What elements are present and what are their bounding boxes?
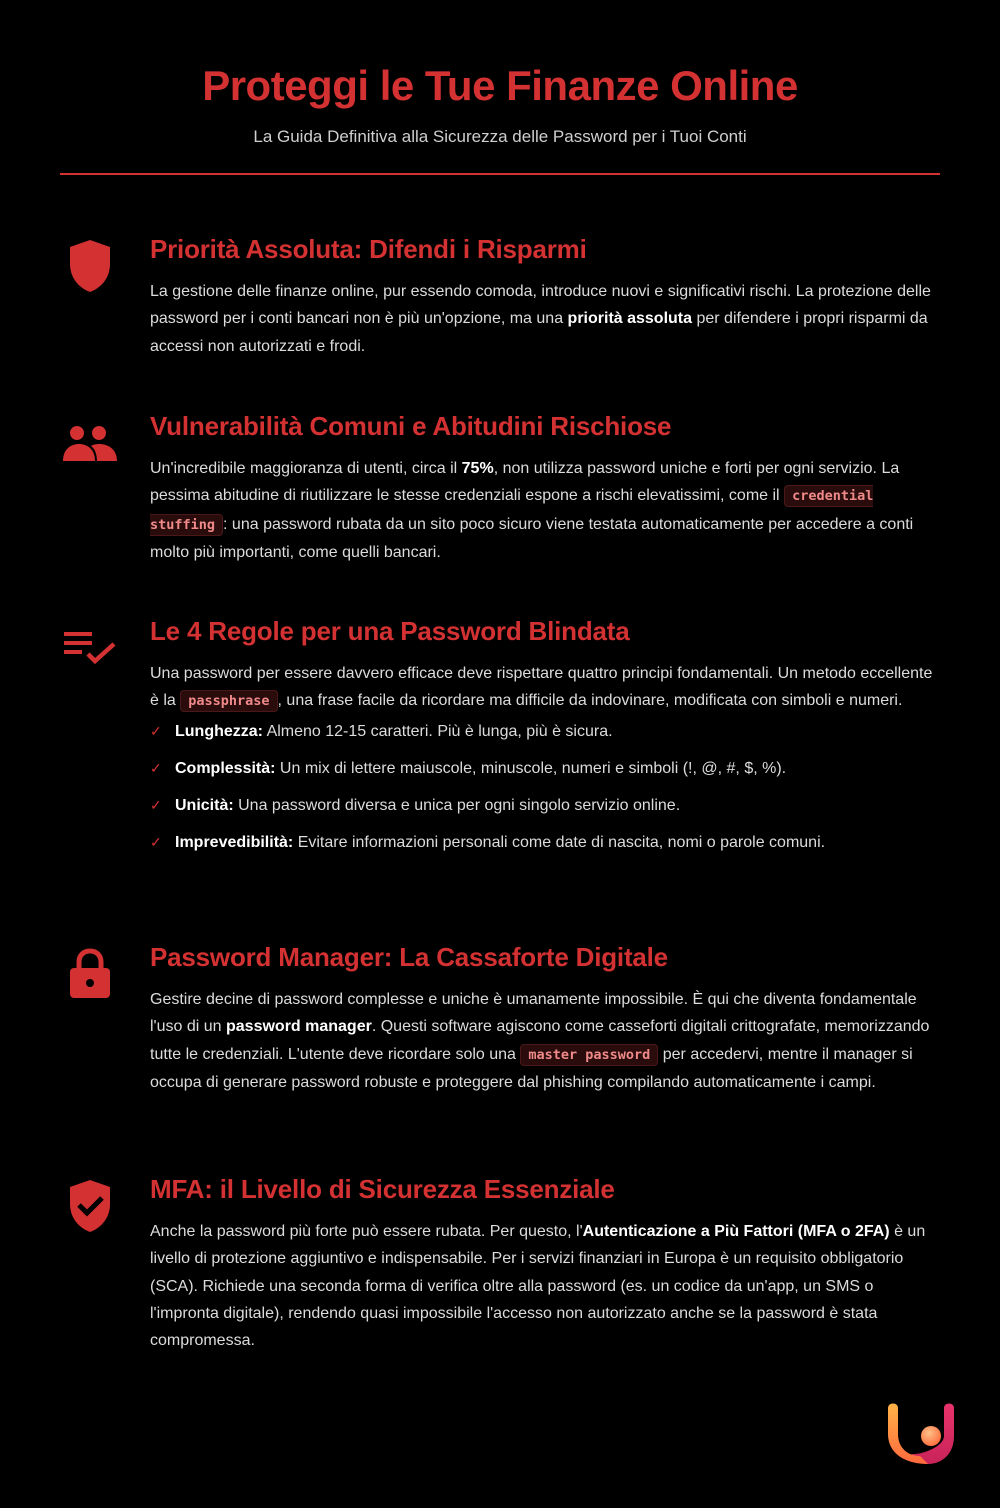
- section-body: Gestire decine di password complesse e uniche è umanamente impossibile. È qui che diventa fondamentale l'uso di un password manager. Questi software agiscono come casseforti digitali crittografate, memorizzando tutte le credenziali. L'utente deve ricordare solo una master password per accedervi, mentre il manager si occupa di generare password robuste e proteggere dal phishing compilando automaticamente i campi.: [150, 991, 930, 1091]
- list-item: ✓ Unicità: Una password diversa e unica per ogni singolo servizio online.: [150, 792, 940, 819]
- page-title: Proteggi le Tue Finanze Online: [202, 62, 798, 109]
- section-title: MFA: il Livello di Sicurezza Essenziale: [150, 1174, 615, 1204]
- check-icon: ✓: [150, 759, 162, 776]
- check-icon: ✓: [150, 833, 162, 850]
- shield-icon: [60, 238, 120, 298]
- lock-icon: [60, 946, 120, 1006]
- check-icon: ✓: [150, 722, 162, 739]
- people-icon: [60, 415, 120, 475]
- list-item: ✓ Imprevedibilità: Evitare informazioni personali come date di nascita, nomi o parole comuni.: [150, 829, 940, 856]
- section-body: Una password per essere davvero efficace deve rispettare quattro principi fondamentali. Un metodo eccellente è la passphrase , una frase facile da ricordare ma difficile da indovinare, modificata con simboli e numeri.: [150, 660, 940, 716]
- list-item: ✓ Complessità: Un mix di lettere maiuscole, minuscole, numeri e simboli (!, @, #, $, %).: [150, 755, 940, 782]
- checklist-icon: [60, 620, 120, 680]
- list-item: ✓ Lunghezza: Almeno 12-15 caratteri. Più è lunga, più è sicura.: [150, 718, 940, 745]
- section-title: Password Manager: La Cassaforte Digitale: [150, 942, 668, 972]
- check-icon: ✓: [150, 796, 162, 813]
- page-subtitle: La Guida Definitiva alla Sicurezza delle Password per i Tuoi Conti: [253, 127, 747, 146]
- section-title: Priorità Assoluta: Difendi i Risparmi: [150, 234, 587, 264]
- header: [0, 58, 1000, 148]
- code-term: passphrase: [180, 690, 277, 712]
- rules-list: [150, 718, 940, 856]
- code-term: master password: [520, 1044, 658, 1066]
- section-title: Le 4 Regole per una Password Blindata: [150, 616, 630, 646]
- section-body: La gestione delle finanze online, pur essendo comoda, introduce nuovi e significativi rischi. La protezione delle password per i conti bancari non è più un'opzione, ma una priorità assoluta per difendere i propri risparmi da accessi non autorizzati e frodi.: [150, 283, 931, 355]
- section-body: Anche la password più forte può essere rubata. Per questo, l'Autenticazione a Più Fattori (MFA o 2FA) è un livello di protezione aggiuntivo e indispensabile. Per i servizi finanziari in Europa è un requisito obbligatorio (SCA). Richiede una seconda forma di verifica oltre alla password (es. un codice da un'app, un SMS o l'impronta digitale), rendendo quasi impossibile l'accesso non autorizzato anche se la password è stata compromessa.: [150, 1223, 926, 1350]
- header-divider: [60, 173, 940, 175]
- brand-logo-icon: [884, 1396, 958, 1468]
- code-term: credential stuffing: [150, 485, 873, 535]
- section-title: Vulnerabilità Comuni e Abitudini Rischiose: [150, 411, 672, 441]
- shield-check-icon: [60, 1178, 120, 1238]
- section-body: Un'incredibile maggioranza di utenti, circa il 75%, non utilizza password uniche e forti per ogni servizio. La pessima abitudine di riutilizzare le stesse credenziali espone a rischi elevatissimi, come il credential stuffing : una password rubata da un sito poco sicuro viene testata automaticamente per accedere a conti molto più importanti, come quelli bancari.: [150, 460, 914, 561]
